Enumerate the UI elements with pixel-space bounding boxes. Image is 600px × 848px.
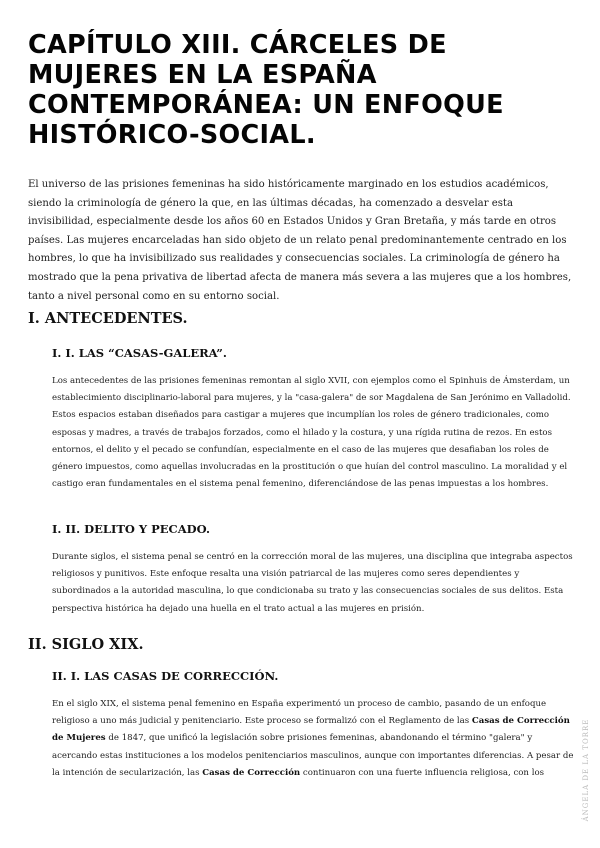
paragraph-text: continuaron con una fuerte influencia religiosa, con los <box>300 767 545 778</box>
subsection-heading-delito-pecado: I. II. DELITO Y PECADO. <box>52 522 210 536</box>
watermark <box>580 700 592 840</box>
chapter-title: CAPÍTULO XIII. CÁRCELES DE MUJERES EN LA ESPAÑA CONTEMPORÁNEA: UN ENFOQUE HISTÓRICO-SOCIAL. <box>28 30 504 150</box>
paragraph-casas-correccion <box>52 696 574 782</box>
paragraph-casas-galera: Los antecedentes de las prisiones femeninas remontan al siglo XVII, con ejemplos como el Spinhuis de Ámsterdam, un establecimiento disciplinario-laboral para mujeres, y la "casa-galera" de sor Magdalena de San Jerónimo en Valladolid. Estos espacios estaban diseñados para castigar a mujeres que incumplían los roles de género tradicionales, como esposas y madres, a través de trabajos forzados, como el hilado y la costura, y una rígida rutina de rezos. En estos entornos, el delito y el pecado se confundían, especialmente en el caso de las mujeres que desafiaban los roles de género impuestos, como aquellas involucradas en la prostitución o que huían del control masculino. La moralidad y el castigo eran fundamentales en el sistema penal femenino, diferenciándose de las penas impuestas a los hombres. <box>52 376 571 490</box>
bold-term: Casas de Corrección <box>202 767 301 778</box>
subsection-heading-casas-galera: I. I. LAS “CASAS-GALERA”. <box>52 346 227 360</box>
section-heading-antecedentes: I. ANTECEDENTES. <box>28 310 188 327</box>
paragraph-text: En el siglo XIX, el sistema penal femenino en España experimentó un proceso de cambio, pasando de un enfoque religioso a uno más judicial y penitenciario. Este proceso se formalizó con el Reglamento de las <box>52 699 547 727</box>
paragraph-text: de 1847, que unificó la legislación sobre prisiones femeninas, abandonando el término "galera" y acercando estas instituciones a los modelos penitenciarios masculinos, aunque con importantes diferencias. A pesar de la intención de secularización, las <box>52 733 574 778</box>
intro-paragraph: El universo de las prisiones femeninas ha sido históricamente marginado en los estudios académicos, siendo la criminología de género la que, en las últimas décadas, ha comenzado a desvelar esta invisibilidad, especialmente desde los años 60 en Estados Unidos y Gran Bretaña, y más tarde en otros países. Las mujeres encarceladas han sido objeto de un relato penal predominantemente centrado en los hombres, lo que ha invisibilizado sus realidades y consecuencias sociales. La criminología de género ha mostrado que la pena privativa de libertad afecta de manera más severa a las mujeres que a los hombres, tanto a nivel personal como en su entorno social. <box>28 179 572 302</box>
section-heading-siglo-xix: II. SIGLO XIX. <box>28 636 144 653</box>
paragraph-delito-pecado: Durante siglos, el sistema penal se centró en la corrección moral de las mujeres, una disciplina que integraba aspectos religiosos y punitivos. Este enfoque resalta una visión patriarcal de las mujeres como seres dependientes y subordinados a la autoridad masculina, lo que condicionaba su trato y las consecuencias sociales de sus delitos. Esta perspectiva histórica ha dejado una huella en el trato actual a las mujeres en prisión. <box>52 552 573 614</box>
subsection-heading-casas-correccion: II. I. LAS CASAS DE CORRECCIÓN. <box>52 669 279 683</box>
watermark-text: ÁNGELA DE LA TORRE <box>582 718 590 822</box>
bold-term: Casas de Corrección de Mujeres <box>52 716 570 744</box>
